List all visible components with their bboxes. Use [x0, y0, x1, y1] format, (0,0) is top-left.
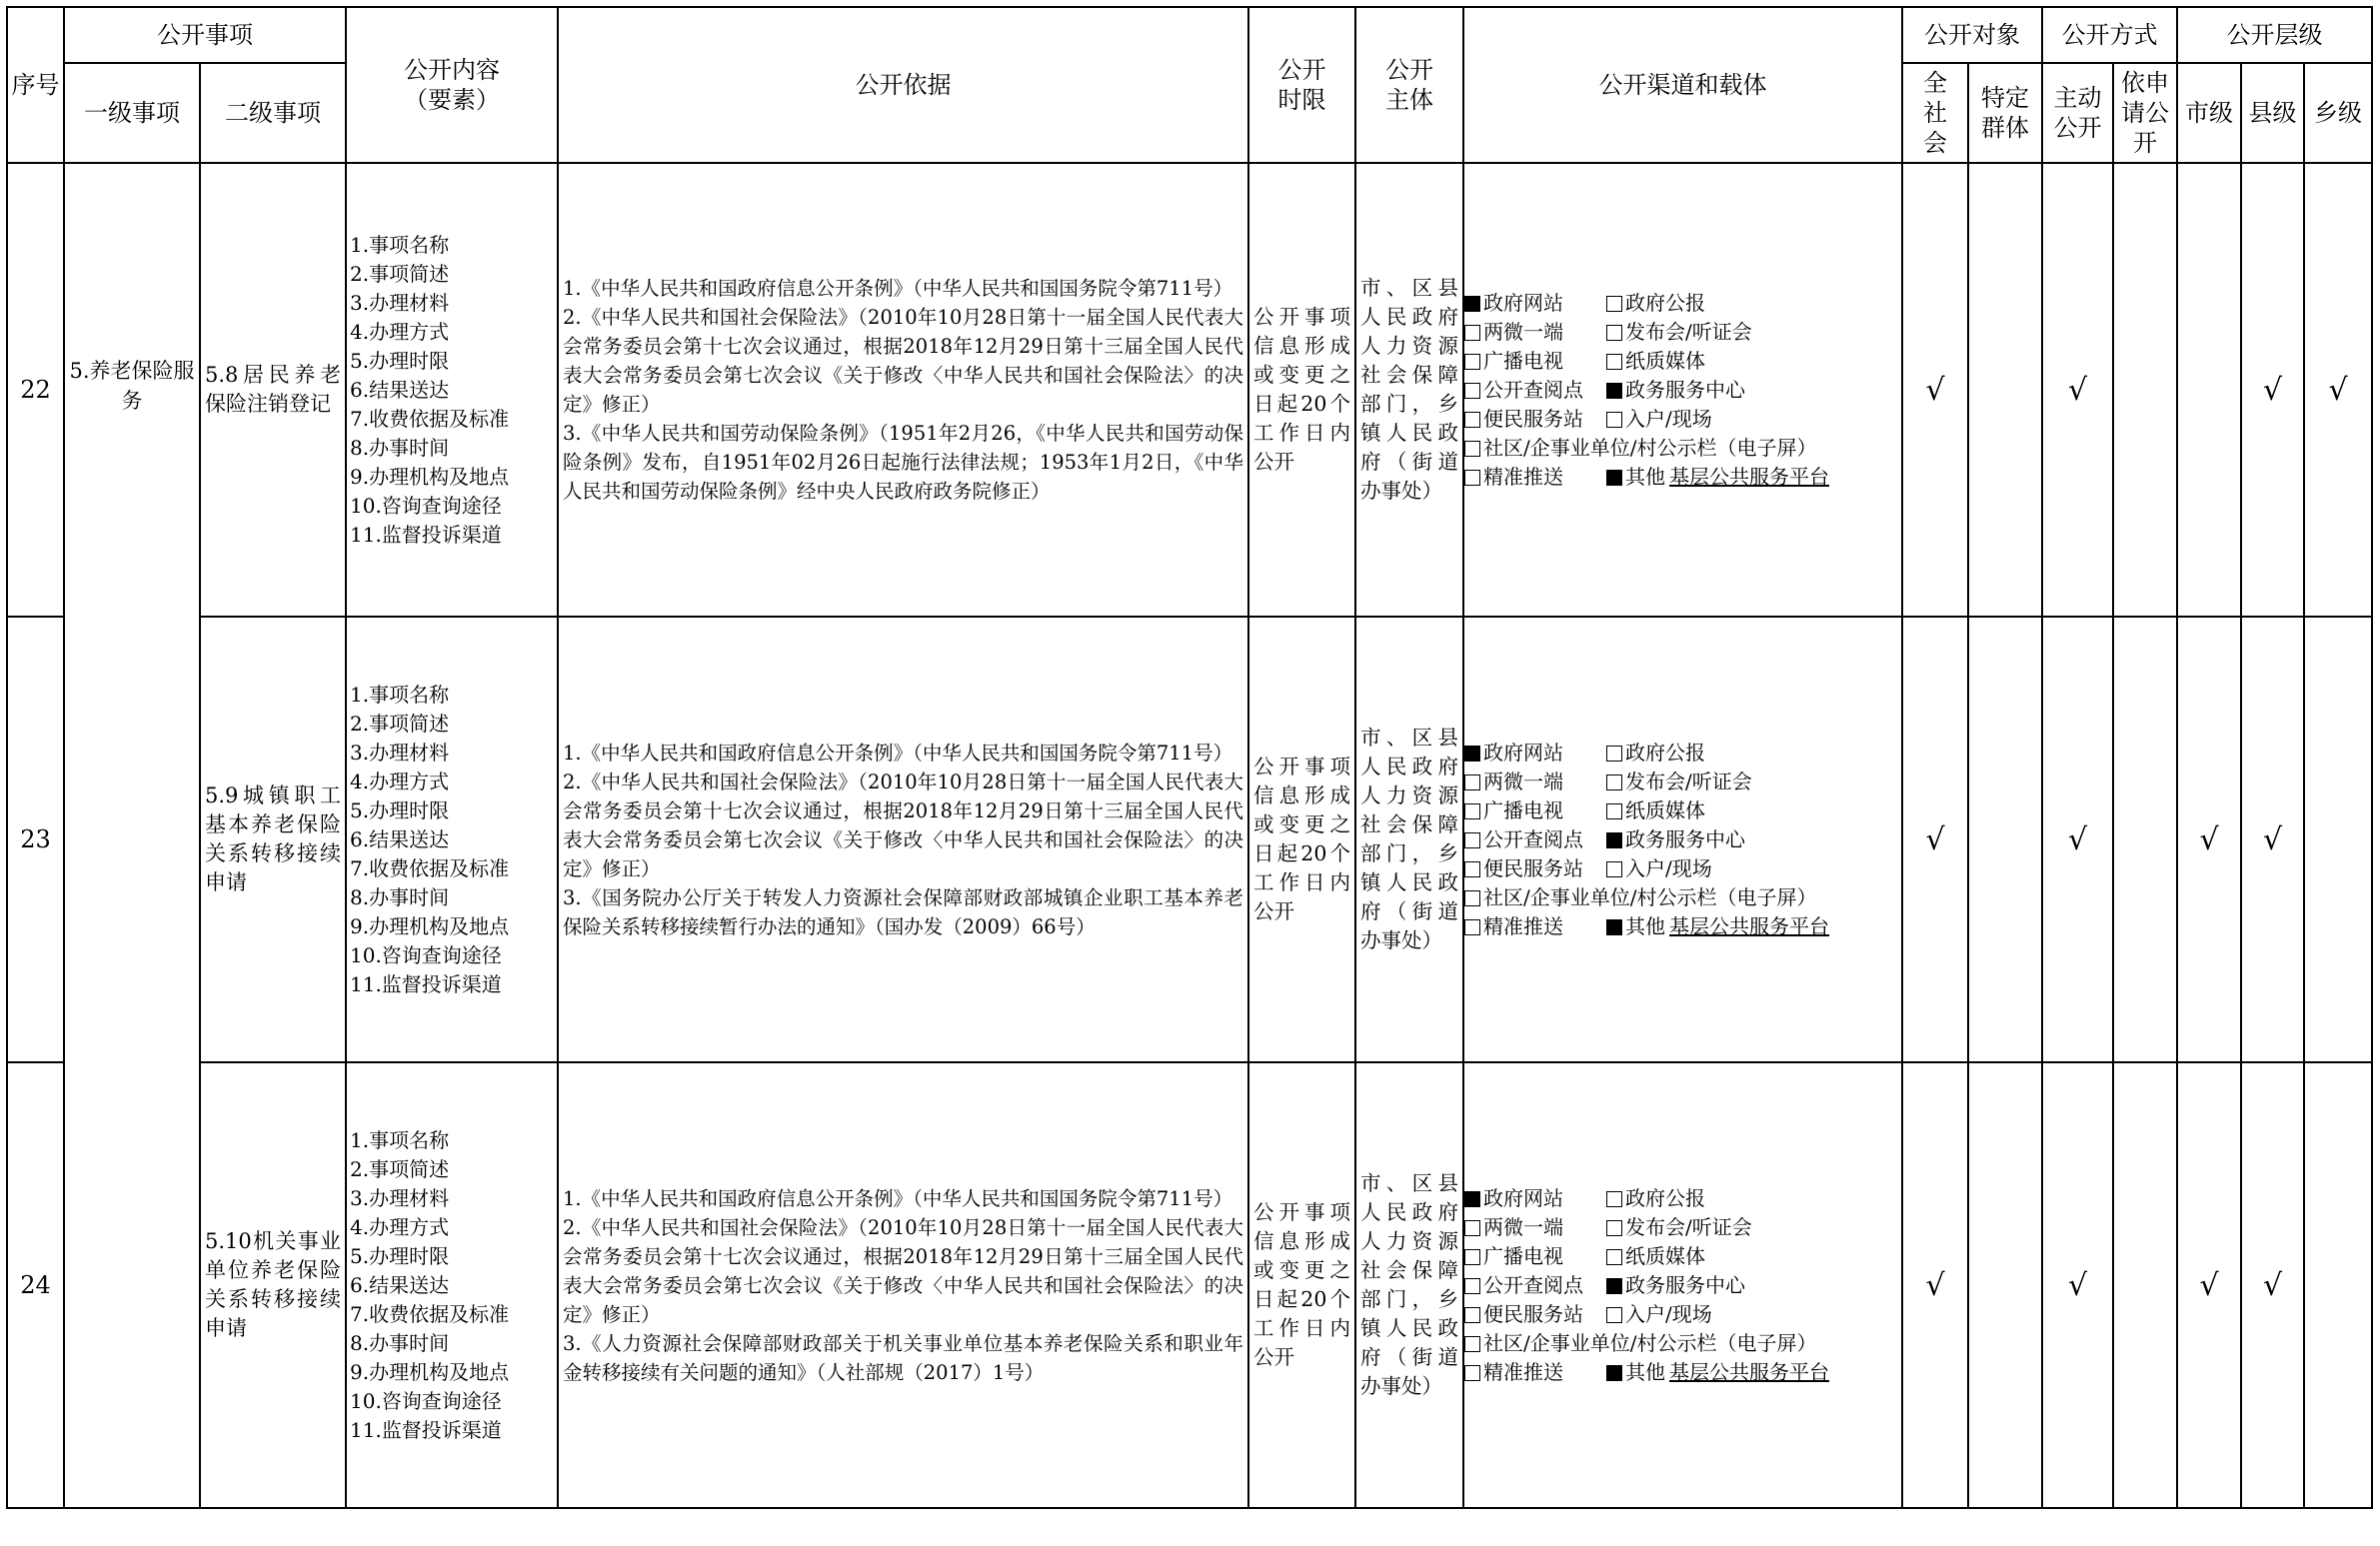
channel-row — [1464, 1329, 1901, 1358]
channel-label: 政府公报 — [1625, 290, 1705, 315]
unchecked-box-icon — [1464, 325, 1480, 341]
channel-row — [1464, 1184, 1901, 1213]
content-cell — [346, 1062, 558, 1508]
channel-option — [1464, 1213, 1606, 1242]
content-item: 4.办理方式 — [350, 1214, 450, 1239]
content-item: 6.结果送达 — [350, 1272, 450, 1297]
header-content: 公开内容（要素） — [346, 7, 558, 163]
channel-label: 政府网站 — [1483, 740, 1563, 765]
check-town — [2304, 617, 2372, 1062]
header-target: 公开对象 — [1902, 7, 2042, 63]
basis-item: 2.《中华人民共和国社会保险法》（2010年10月28日第十一届全国人民代表大会常务委员会第十七次会议通过，根据2018年12月29日第十三届全国人民代表大会常务委员会第七次会议《关于修改〈中华人民共和国社会保险法〉的决定》修正） — [563, 770, 1243, 880]
check-all — [1902, 1062, 1968, 1508]
channel-option — [1606, 465, 1829, 489]
check-mark-icon: √ — [2262, 1267, 2283, 1303]
channel-option — [1606, 770, 1752, 793]
content-item: 6.结果送达 — [350, 377, 450, 402]
check-mark-icon: √ — [1925, 372, 1945, 408]
check-mark-icon: √ — [2328, 372, 2348, 408]
unchecked-box-icon — [1464, 1307, 1480, 1323]
header-basis: 公开依据 — [558, 7, 1248, 163]
channel-option — [1464, 912, 1606, 941]
check-city — [2177, 617, 2241, 1062]
header-levels: 公开层级 — [2177, 7, 2372, 63]
channel-row — [1464, 1242, 1901, 1271]
channel-label: 社区/企事业单位/村公示栏（电子屏） — [1483, 1330, 1817, 1355]
channel-row — [1464, 463, 1901, 492]
check-mark-icon: √ — [2067, 1267, 2088, 1303]
channel-label: 精准推送 — [1483, 1359, 1563, 1384]
check-mark-icon: √ — [2199, 821, 2219, 857]
subject-cell — [1355, 617, 1463, 1062]
level2-label: 5.8居民养老保险注销登记 — [205, 363, 341, 416]
disclosure-table — [6, 6, 2373, 1509]
channel-option — [1606, 1302, 1712, 1326]
check-mark-icon: √ — [2262, 821, 2283, 857]
channel-row — [1464, 883, 1901, 912]
channel-label: 发布会/听证会 — [1625, 1214, 1752, 1239]
channel-label: 发布会/听证会 — [1625, 319, 1752, 344]
check-request — [2113, 1062, 2177, 1508]
check-town — [2304, 163, 2372, 617]
header-level2: 二级事项 — [200, 63, 346, 163]
content-item: 7.收费依据及标准 — [350, 1301, 510, 1326]
check-specific — [1968, 163, 2042, 617]
check-mark-icon: √ — [2067, 372, 2088, 408]
level2-item — [200, 163, 346, 617]
basis-item: 3.《人力资源社会保障部财政部关于机关事业单位基本养老保险关系和职业年金转移接续有关问题的通知》（人社部规（2017）1号） — [563, 1331, 1243, 1384]
checked-box-icon — [1464, 746, 1480, 762]
unchecked-box-icon — [1464, 919, 1480, 935]
channels-cell — [1463, 163, 1902, 617]
unchecked-box-icon — [1464, 470, 1480, 486]
unchecked-box-icon — [1464, 803, 1480, 819]
header-level-town: 乡级 — [2304, 63, 2372, 163]
content-item: 1.事项名称 — [350, 1127, 450, 1152]
channel-label: 社区/企事业单位/村公示栏（电子屏） — [1483, 435, 1817, 460]
channel-label: 便民服务站 — [1483, 406, 1583, 431]
check-all — [1902, 617, 1968, 1062]
content-cell — [346, 163, 558, 617]
unchecked-box-icon — [1606, 354, 1622, 370]
basis-cell — [558, 617, 1248, 1062]
basis-item: 1.《中华人民共和国政府信息公开条例》（中华人民共和国国务院令第711号） — [563, 741, 1233, 765]
content-cell — [346, 617, 558, 1062]
content-item: 3.办理材料 — [350, 290, 450, 315]
unchecked-box-icon — [1464, 1278, 1480, 1294]
channel-label: 政府公报 — [1625, 1185, 1705, 1210]
table-row — [7, 1062, 2372, 1508]
unchecked-box-icon — [1606, 861, 1622, 877]
channel-option — [1464, 825, 1606, 854]
check-mark-icon: √ — [2199, 1267, 2219, 1303]
basis-item: 2.《中华人民共和国社会保险法》（2010年10月28日第十一届全国人民代表大会常务委员会第十七次会议通过，根据2018年12月29日第十三届全国人民代表大会常务委员会第七次会议《关于修改〈中华人民共和国社会保险法〉的决定》修正） — [563, 1215, 1243, 1326]
unchecked-box-icon — [1606, 1249, 1622, 1265]
checked-box-icon — [1606, 1365, 1622, 1381]
check-all — [1902, 163, 1968, 617]
channels-cell — [1463, 1062, 1902, 1508]
channel-option — [1606, 1186, 1705, 1210]
level1-label: 5.养老保险服务 — [69, 359, 195, 413]
unchecked-box-icon — [1464, 354, 1480, 370]
channel-label: 入户/现场 — [1625, 855, 1712, 880]
content-item: 9.办理机构及地点 — [350, 913, 510, 938]
unchecked-box-icon — [1606, 774, 1622, 790]
channel-row — [1464, 318, 1901, 347]
checked-box-icon — [1606, 1278, 1622, 1294]
channel-label: 政府网站 — [1483, 290, 1563, 315]
content-item: 11.监督投诉渠道 — [350, 1417, 502, 1442]
checked-box-icon — [1606, 470, 1622, 486]
channel-row — [1464, 289, 1901, 318]
channel-option — [1606, 798, 1705, 822]
channel-option — [1464, 1331, 1816, 1355]
unchecked-box-icon — [1606, 803, 1622, 819]
check-active — [2042, 617, 2113, 1062]
header-method: 公开方式 — [2042, 7, 2177, 63]
channel-label: 两微一端 — [1483, 319, 1563, 344]
unchecked-box-icon — [1606, 746, 1622, 762]
checked-box-icon — [1606, 832, 1622, 848]
level1-item — [64, 163, 200, 1508]
channel-label: 两微一端 — [1483, 1214, 1563, 1239]
channel-option — [1464, 405, 1606, 434]
content-item: 7.收费依据及标准 — [350, 855, 510, 880]
header-seq: 序号 — [7, 7, 64, 163]
channel-option — [1464, 854, 1606, 883]
content-item: 10.咨询查询途径 — [350, 493, 502, 518]
check-town — [2304, 1062, 2372, 1508]
check-specific — [1968, 1062, 2042, 1508]
channel-label: 两微一端 — [1483, 769, 1563, 793]
row-seq: 24 — [7, 1062, 64, 1508]
row-seq: 23 — [7, 617, 64, 1062]
channel-row — [1464, 1213, 1901, 1242]
basis-item: 1.《中华人民共和国政府信息公开条例》（中华人民共和国国务院令第711号） — [563, 277, 1233, 300]
other-channel-text: 基层公共服务平台 — [1669, 464, 1829, 489]
level2-label: 5.10机关事业单位养老保险关系转移接续申请 — [205, 1229, 341, 1340]
content-item: 4.办理方式 — [350, 319, 450, 344]
content-item: 1.事项名称 — [350, 682, 450, 707]
checked-box-icon — [1606, 919, 1622, 935]
header-level-city: 市级 — [2177, 63, 2241, 163]
channel-option — [1464, 768, 1606, 796]
subject-text: 市、区县人民政府人力资源社会保障部门，乡镇人民政府（街道办事处） — [1360, 276, 1458, 503]
channel-label: 便民服务站 — [1483, 1301, 1583, 1326]
header-target-specific: 特定群体 — [1968, 63, 2042, 163]
subject-cell — [1355, 1062, 1463, 1508]
content-item: 3.办理材料 — [350, 740, 450, 765]
subject-cell — [1355, 163, 1463, 617]
time-limit-cell — [1248, 617, 1355, 1062]
channel-label: 其他 — [1625, 464, 1665, 489]
check-county — [2241, 1062, 2304, 1508]
content-item: 2.事项简述 — [350, 261, 450, 286]
channel-label: 公开查阅点 — [1483, 377, 1583, 402]
unchecked-box-icon — [1606, 1220, 1622, 1236]
channel-row — [1464, 854, 1901, 883]
channel-option — [1464, 1300, 1606, 1329]
header-channels: 公开渠道和载体 — [1463, 7, 1902, 163]
row-seq: 22 — [7, 163, 64, 617]
content-item: 10.咨询查询途径 — [350, 942, 502, 967]
unchecked-box-icon — [1606, 1307, 1622, 1323]
channel-option — [1606, 856, 1712, 880]
content-item: 2.事项简述 — [350, 711, 450, 736]
channel-option — [1606, 1215, 1752, 1239]
basis-cell — [558, 1062, 1248, 1508]
channel-option — [1464, 1271, 1606, 1300]
channel-option — [1606, 1360, 1829, 1384]
header-method-request: 依申请公开 — [2113, 63, 2177, 163]
unchecked-box-icon — [1464, 412, 1480, 428]
channel-option — [1464, 796, 1606, 825]
channel-option — [1464, 436, 1816, 460]
channel-option — [1464, 1358, 1606, 1387]
channel-option — [1464, 376, 1606, 405]
content-item: 7.收费依据及标准 — [350, 406, 510, 431]
check-city — [2177, 163, 2241, 617]
channel-row — [1464, 825, 1901, 854]
channel-row — [1464, 1358, 1901, 1387]
channel-row — [1464, 434, 1901, 463]
channel-row — [1464, 912, 1901, 941]
channel-option — [1606, 1244, 1705, 1268]
check-city — [2177, 1062, 2241, 1508]
content-item: 5.办理时限 — [350, 348, 450, 373]
content-item: 8.办事时间 — [350, 435, 450, 460]
content-item: 9.办理机构及地点 — [350, 1359, 510, 1384]
other-channel-text: 基层公共服务平台 — [1669, 1359, 1829, 1384]
unchecked-box-icon — [1464, 890, 1480, 906]
channel-label: 社区/企事业单位/村公示栏（电子屏） — [1483, 884, 1817, 909]
channel-option — [1464, 1242, 1606, 1271]
check-active — [2042, 1062, 2113, 1508]
header-subject: 公开主体 — [1355, 7, 1463, 163]
channel-label: 纸质媒体 — [1625, 1243, 1705, 1268]
subject-text: 市、区县人民政府人力资源社会保障部门，乡镇人民政府（街道办事处） — [1360, 1171, 1458, 1398]
channel-label: 纸质媒体 — [1625, 348, 1705, 373]
channel-label: 其他 — [1625, 913, 1665, 938]
channel-label: 政务服务中心 — [1625, 1272, 1745, 1297]
check-request — [2113, 163, 2177, 617]
content-item: 11.监督投诉渠道 — [350, 522, 502, 547]
channel-label: 广播电视 — [1483, 348, 1563, 373]
basis-item: 2.《中华人民共和国社会保险法》（2010年10月28日第十一届全国人民代表大会常务委员会第十七次会议通过，根据2018年12月29日第十三届全国人民代表大会常务委员会第七次会议《关于修改〈中华人民共和国社会保险法〉的决定》修正） — [563, 306, 1243, 416]
unchecked-box-icon — [1606, 1191, 1622, 1207]
channel-option — [1606, 914, 1829, 938]
channel-option — [1606, 349, 1705, 373]
header-target-all: 全社会 — [1902, 63, 1968, 163]
content-item: 11.监督投诉渠道 — [350, 971, 502, 996]
channel-label: 发布会/听证会 — [1625, 769, 1752, 793]
channel-option — [1606, 320, 1752, 344]
channel-label: 入户/现场 — [1625, 406, 1712, 431]
check-specific — [1968, 617, 2042, 1062]
unchecked-box-icon — [1606, 296, 1622, 312]
channel-row — [1464, 1300, 1901, 1329]
check-mark-icon: √ — [2262, 372, 2283, 408]
table-row — [7, 163, 2372, 617]
time-limit-text: 公开事项信息形成或变更之日起20个工作日内公开 — [1253, 755, 1350, 923]
channel-option — [1606, 827, 1745, 851]
check-mark-icon: √ — [1925, 821, 1945, 857]
channel-option — [1464, 289, 1606, 318]
channel-option — [1606, 291, 1705, 315]
unchecked-box-icon — [1606, 325, 1622, 341]
content-item: 6.结果送达 — [350, 826, 450, 851]
unchecked-box-icon — [1464, 441, 1480, 457]
channel-option — [1464, 885, 1816, 909]
content-item: 8.办事时间 — [350, 1330, 450, 1355]
content-item: 9.办理机构及地点 — [350, 464, 510, 489]
subject-text: 市、区县人民政府人力资源社会保障部门，乡镇人民政府（街道办事处） — [1360, 726, 1458, 952]
basis-item: 1.《中华人民共和国政府信息公开条例》（中华人民共和国国务院令第711号） — [563, 1186, 1233, 1210]
time-limit-text: 公开事项信息形成或变更之日起20个工作日内公开 — [1253, 305, 1350, 474]
channel-label: 其他 — [1625, 1359, 1665, 1384]
content-item: 1.事项名称 — [350, 232, 450, 257]
checked-box-icon — [1464, 296, 1480, 312]
channel-row — [1464, 376, 1901, 405]
unchecked-box-icon — [1464, 832, 1480, 848]
check-county — [2241, 163, 2304, 617]
basis-cell — [558, 163, 1248, 617]
channel-label: 公开查阅点 — [1483, 1272, 1583, 1297]
content-item: 5.办理时限 — [350, 797, 450, 822]
channel-option — [1464, 463, 1606, 492]
unchecked-box-icon — [1464, 861, 1480, 877]
unchecked-box-icon — [1464, 383, 1480, 399]
channel-row — [1464, 796, 1901, 825]
channel-row — [1464, 768, 1901, 796]
level2-label: 5.9城镇职工基本养老保险关系转移接续申请 — [205, 783, 341, 894]
check-mark-icon: √ — [2067, 821, 2088, 857]
channel-label: 政府公报 — [1625, 740, 1705, 765]
channel-label: 精准推送 — [1483, 913, 1563, 938]
basis-item: 3.《国务院办公厅关于转发人力资源社会保障部财政部城镇企业职工基本养老保险关系转移接续暂行办法的通知》（国办发（2009）66号） — [563, 885, 1243, 938]
content-item: 4.办理方式 — [350, 769, 450, 793]
channel-row — [1464, 405, 1901, 434]
unchecked-box-icon — [1606, 412, 1622, 428]
content-item: 8.办事时间 — [350, 884, 450, 909]
channel-label: 纸质媒体 — [1625, 797, 1705, 822]
channel-label: 政府网站 — [1483, 1185, 1563, 1210]
channel-option — [1464, 347, 1606, 376]
time-limit-text: 公开事项信息形成或变更之日起20个工作日内公开 — [1253, 1200, 1350, 1369]
header-level-county: 县级 — [2241, 63, 2304, 163]
header-matters: 公开事项 — [64, 7, 346, 63]
content-item: 3.办理材料 — [350, 1185, 450, 1210]
unchecked-box-icon — [1464, 1365, 1480, 1381]
content-item: 2.事项简述 — [350, 1156, 450, 1181]
time-limit-cell — [1248, 163, 1355, 617]
channel-option — [1464, 318, 1606, 347]
channel-row — [1464, 347, 1901, 376]
other-channel-text: 基层公共服务平台 — [1669, 913, 1829, 938]
checked-box-icon — [1606, 383, 1622, 399]
header-method-active: 主动公开 — [2042, 63, 2113, 163]
channel-label: 公开查阅点 — [1483, 826, 1583, 851]
unchecked-box-icon — [1464, 774, 1480, 790]
header-level1: 一级事项 — [64, 63, 200, 163]
level2-item — [200, 617, 346, 1062]
channel-label: 入户/现场 — [1625, 1301, 1712, 1326]
channel-option — [1606, 378, 1745, 402]
channel-label: 政务服务中心 — [1625, 377, 1745, 402]
channel-option — [1464, 1184, 1606, 1213]
channel-option — [1606, 1273, 1745, 1297]
unchecked-box-icon — [1464, 1336, 1480, 1352]
channel-label: 精准推送 — [1483, 464, 1563, 489]
check-active — [2042, 163, 2113, 617]
channel-option — [1464, 739, 1606, 768]
channel-label: 政务服务中心 — [1625, 826, 1745, 851]
channel-option — [1606, 741, 1705, 765]
check-county — [2241, 617, 2304, 1062]
table-row — [7, 617, 2372, 1062]
channel-label: 广播电视 — [1483, 797, 1563, 822]
channel-option — [1606, 407, 1712, 431]
channel-row — [1464, 1271, 1901, 1300]
channel-row — [1464, 739, 1901, 768]
content-item: 5.办理时限 — [350, 1243, 450, 1268]
unchecked-box-icon — [1464, 1249, 1480, 1265]
channels-cell — [1463, 617, 1902, 1062]
basis-item: 3.《中华人民共和国劳动保险条例》（1951年2月26，《中华人民共和国劳动保险条例》发布，自1951年02月26日起施行法律法规；1953年1月2日，《中华人民共和国劳动保险条例》经中央人民政府政务院修正） — [563, 422, 1243, 503]
time-limit-cell — [1248, 1062, 1355, 1508]
content-item: 10.咨询查询途径 — [350, 1388, 502, 1413]
header-time-limit: 公开时限 — [1248, 7, 1355, 163]
check-mark-icon: √ — [1925, 1267, 1945, 1303]
level2-item — [200, 1062, 346, 1508]
checked-box-icon — [1464, 1191, 1480, 1207]
check-request — [2113, 617, 2177, 1062]
channel-label: 广播电视 — [1483, 1243, 1563, 1268]
unchecked-box-icon — [1464, 1220, 1480, 1236]
channel-label: 便民服务站 — [1483, 855, 1583, 880]
